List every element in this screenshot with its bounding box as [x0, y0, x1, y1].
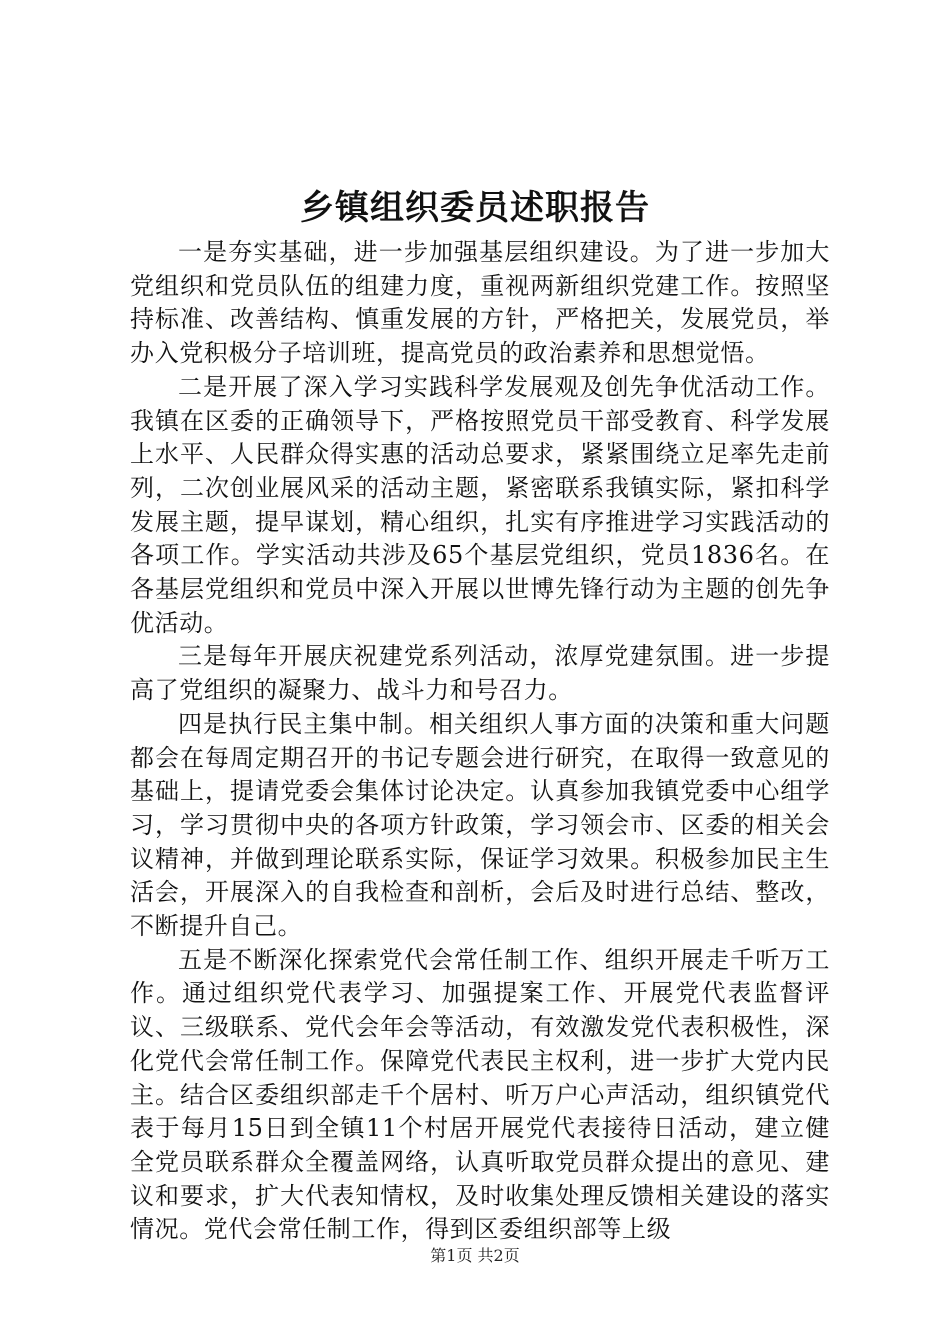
paragraph-4: 四是执行民主集中制。相关组织人事方面的决策和重大问题都会在每周定期召开的书记专题会进行研究，在取得一致意见的基础上，提请党委会集体讨论决定。认真参加我镇党委中心组学习，学习贯彻中央的各项方针政策，学习领会市、区委的相关会议精神，并做到理论联系实际，保证学习效果。积极参加民主生活会，开展深入的自我检查和剖析，会后及时进行总结、整改，不断提升自己。: [130, 709, 830, 941]
paragraph-3: 三是每年开展庆祝建党系列活动，浓厚党建氛围。进一步提高了党组织的凝聚力、战斗力和号召力。: [130, 642, 830, 705]
document-body: [130, 236, 830, 1247]
paragraph-1: 一是夯实基础，进一步加强基层组织建设。为了进一步加大党组织和党员队伍的组建力度，重视两新组织党建工作。按照坚持标准、改善结构、慎重发展的方针，严格把关，发展党员，举办入党积极分子培训班，提高党员的政治素养和思想觉悟。: [130, 238, 830, 368]
document-title: 乡镇组织委员述职报告: [300, 188, 650, 228]
paragraph-5: 五是不断深化探索党代会常任制工作、组织开展走千听万工作。通过组织党代表学习、加强提案工作、开展党代表监督评议、三级联系、党代会年会等活动，有效激发党代表积极性，深化党代会常任制工作。保障党代表民主权利，进一步扩大党内民主。结合区委组织部走千个居村、听万户心声活动，组织镇党代表于每月15日到全镇11个村居开展党代表接待日活动，建立健全党员联系群众全覆盖网络，认真听取党员群众提出的意见、建议和要求，扩大代表知情权，及时收集处理反馈相关建设的落实情况。党代会常任制工作，得到区委组织部等上级: [130, 945, 830, 1244]
page-number-footer: 第1页 共2页: [430, 1246, 520, 1265]
paragraph-2: 二是开展了深入学习实践科学发展观及创先争优活动工作。我镇在区委的正确领导下，严格按照党员干部受教育、科学发展上水平、人民群众得实惠的活动总要求，紧紧围绕立足率先走前列，二次创业展风采的活动主题，紧密联系我镇实际，紧扣科学发展主题，提早谋划，精心组织，扎实有序推进学习实践活动的各项工作。学实活动共涉及65个基层党组织，党员1836名。在各基层党组织和党员中深入开展以世博先锋行动为主题的创先争优活动。: [130, 372, 830, 637]
